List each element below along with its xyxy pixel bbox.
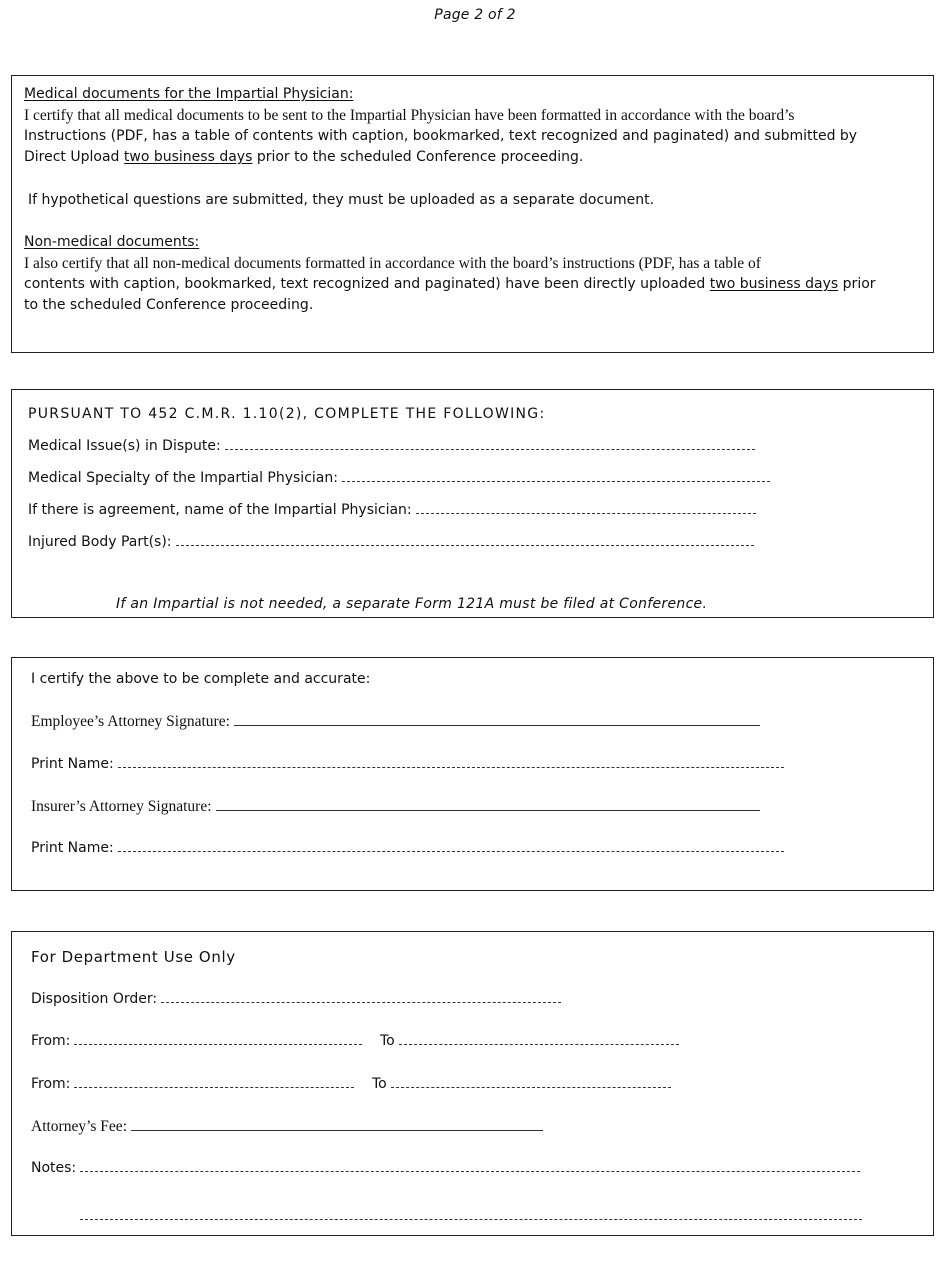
form-121a-note: If an Impartial is not needed, a separate Form 121A must be filed at Conference. — [116, 596, 708, 612]
pursuant-section — [11, 389, 934, 618]
from-label-1: From: — [31, 1033, 71, 1049]
attorney-fee-line[interactable] — [131, 1118, 543, 1131]
medical-certification-line-1: I certify that all medical documents to be sent to the Impartial Physician have been formatted in accordance with the board’s — [24, 107, 795, 124]
notes-label: Notes: — [31, 1160, 77, 1176]
print-name-label-2: Print Name: — [31, 840, 114, 856]
medical-issues-label: Medical Issue(s) in Dispute: — [28, 438, 221, 454]
non-medical-documents-heading: Non-medical documents: — [24, 234, 200, 250]
to-blank-2[interactable] — [391, 1075, 671, 1088]
employee-attorney-signature-line[interactable] — [234, 713, 760, 726]
department-use-heading: For Department Use Only — [31, 948, 236, 966]
insurer-attorney-signature-label: Insurer’s Attorney Signature: — [31, 798, 212, 815]
disposition-order-field — [31, 989, 561, 1010]
hypothetical-questions-note: If hypothetical questions are submitted, they must be uploaded as a separate document. — [28, 192, 655, 208]
disposition-order-label: Disposition Order: — [31, 991, 158, 1007]
medical-issues-blank[interactable] — [225, 437, 755, 450]
employee-attorney-signature-field — [31, 711, 760, 732]
notes-continuation — [76, 1206, 862, 1227]
prior-text: prior — [842, 276, 876, 292]
attorney-fee-field — [31, 1116, 543, 1137]
injured-body-parts-field — [28, 532, 754, 553]
insurer-attorney-signature-line[interactable] — [216, 798, 760, 811]
print-name-label-1: Print Name: — [31, 756, 114, 772]
direct-upload-text: Direct Upload — [24, 149, 120, 165]
medical-specialty-field — [28, 468, 770, 489]
non-medical-certification-line-3: to the scheduled Conference proceeding. — [24, 297, 314, 313]
certify-statement: I certify the above to be complete and accurate: — [31, 671, 371, 687]
insurer-attorney-signature-field — [31, 796, 760, 817]
print-name-blank-1[interactable] — [118, 755, 784, 768]
from-blank-2[interactable] — [74, 1075, 354, 1088]
medical-issues-field — [28, 436, 755, 457]
from-blank-1[interactable] — [74, 1032, 362, 1045]
signature-section — [11, 657, 934, 891]
prior-to-conference-text: prior to the scheduled Conference proceeding. — [256, 149, 584, 165]
to-label-1: To — [380, 1033, 395, 1049]
medical-specialty-label: Medical Specialty of the Impartial Physician: — [28, 470, 338, 486]
two-business-days-emphasis-2: two business days — [709, 276, 839, 292]
page-number: Page 2 of 2 — [434, 7, 516, 23]
agreed-physician-field — [28, 500, 756, 521]
employee-attorney-signature-label: Employee’s Attorney Signature: — [31, 713, 230, 730]
agreed-physician-blank[interactable] — [416, 501, 756, 514]
non-medical-uploaded-text: contents with caption, bookmarked, text recognized and paginated) have been directly uploaded — [24, 276, 706, 292]
agreed-physician-label: If there is agreement, name of the Impartial Physician: — [28, 502, 412, 518]
print-name-blank-2[interactable] — [118, 839, 784, 852]
from-to-row-1 — [31, 1031, 362, 1052]
injured-body-parts-label: Injured Body Part(s): — [28, 534, 172, 550]
to-label-2: To — [372, 1076, 387, 1092]
notes-blank-2[interactable] — [80, 1207, 862, 1220]
to-blank-1[interactable] — [399, 1032, 679, 1045]
pursuant-heading: PURSUANT TO 452 C.M.R. 1.10(2), COMPLETE THE FOLLOWING: — [28, 406, 546, 422]
notes-field — [31, 1158, 860, 1179]
from-label-2: From: — [31, 1076, 71, 1092]
department-use-section — [11, 931, 934, 1236]
disposition-order-blank[interactable] — [161, 990, 561, 1003]
non-medical-certification-line-1: I also certify that all non-medical documents formatted in accordance with the board’s instructions (PDF, has a table of — [24, 255, 761, 272]
medical-certification-line-3 — [24, 147, 583, 168]
medical-documents-heading: Medical documents for the Impartial Physician: — [24, 86, 354, 102]
two-business-days-emphasis: two business days — [123, 149, 253, 165]
attorney-fee-label: Attorney’s Fee: — [31, 1118, 127, 1135]
medical-certification-line-2: Instructions (PDF, has a table of contents with caption, bookmarked, text recognized and paginated) and submitted by — [24, 128, 858, 144]
medical-specialty-blank[interactable] — [342, 469, 770, 482]
print-name-field-2 — [31, 838, 784, 859]
injured-body-parts-blank[interactable] — [176, 533, 754, 546]
from-to-row-2 — [31, 1074, 354, 1095]
to-field-2 — [372, 1074, 671, 1095]
certification-section — [11, 75, 934, 353]
non-medical-certification-line-2 — [24, 274, 876, 295]
to-field-1 — [380, 1031, 679, 1052]
notes-blank-1[interactable] — [80, 1159, 860, 1172]
print-name-field-1 — [31, 754, 784, 775]
